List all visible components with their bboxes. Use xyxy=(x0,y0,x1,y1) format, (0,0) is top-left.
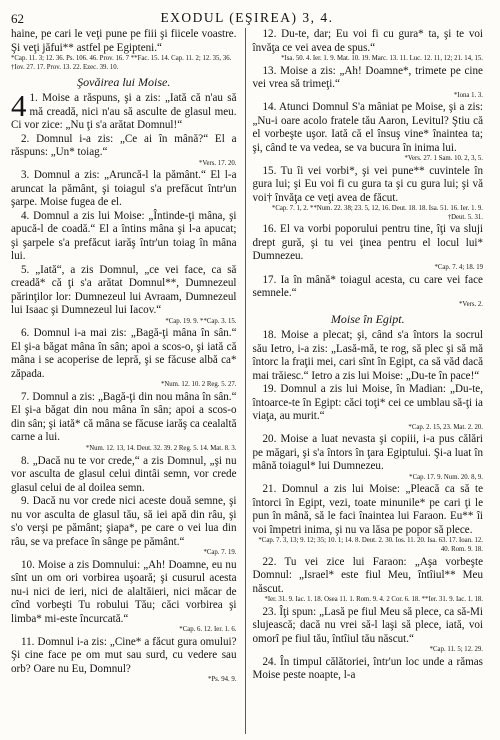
chapter-number: 4 xyxy=(11,88,27,124)
verse-paragraph: 1. Moise a răspuns, şi a zis: „Iată că n'au să mă creadă, nici n'au să asculte de glasul meu. Ci vor zice: „Nu ţi s'a arătat Domnul!“ xyxy=(11,92,237,132)
cross-reference: *Ps. 94. 9. xyxy=(207,676,237,684)
verse-paragraph: 10. Moise a zis Domnului: „Ah! Doamne, eu nu sînt un om ori vorbirea uşoară; şi cusurul acesta nu-i nici de ieri, nici de alaltăieri, nici măcar de cînd vorbeşti Tu robului Tău; căci vorbirea şi limba* mi-este încurcată.“ xyxy=(11,558,237,625)
verse-paragraph: 8. „Dacă nu te vor crede,“ a zis Domnul, „şi nu vor asculta de glasul celui dintâi semn, vor crede glasul celui de al doilea semn. xyxy=(11,454,237,494)
cross-reference: *Cap. 11. 3; 12. 36. Ps. 106. 46. Prov. 16. 7 **Fac. 15. 14. Cap. 11. 2; 12. 35, 36. †Iov. 27. 17. Prov. 13. 22. Ezec. 39. 10. xyxy=(11,55,232,71)
verse-paragraph: 18. Moise a plecat; şi, când s'a întors la socrul său Ietro, i-a zis: „Lasă-mă, te rog, să plec şi să mă întorc la fraţii mei, cari sînt în Egipt, ca să văd dacă mai trăiesc.“ Ietro a zis lui Moise: „Du-te în pace!“ xyxy=(252,329,483,382)
verse-paragraph: 3. Domnul a zis: „Aruncă-l la pământ.“ El l-a aruncat la pământ, şi toiagul s'a prefăcut într'un şarpe. Moise fugea de el. xyxy=(11,169,237,209)
verse-paragraph: 13. Moise a zis: „Ah! Doamne*, trimete pe cine vei vrea să trimeţi.“ xyxy=(252,64,483,91)
cross-reference: *Cap. 6. 12. Ier. 1. 6. xyxy=(179,626,237,634)
verse-paragraph: 16. El va vorbi poporului pentru tine, îţi va sluji drept gură, şi tu vei ţinea pentru el locul lui* Dumnezeu. xyxy=(252,223,483,263)
page-header xyxy=(11,6,483,26)
cross-reference: *Cap. 17. 9. Num. 20. 8, 9. xyxy=(409,473,483,481)
cross-reference: *Cap. 11. 5; 12. 29. xyxy=(429,646,483,654)
verse-paragraph: 14. Atunci Domnul S'a mâniat pe Moise, şi a zis: „Nu-i oare acolo fratele tău Aaron, Levitul? Ştiu că el vorbeşte uşor. Iată că el însuş vine* înaintea ta; şi, când te va vedea, se va bucura în inima lui. xyxy=(252,101,483,154)
cross-reference: *Vers. 27. 1 Sam. 10. 2, 3, 5. xyxy=(404,155,483,163)
chapter-start xyxy=(11,88,237,133)
verse-paragraph: 7. Domnul a zis: „Bagă-ţi din nou mâna în sân.“ El şi-a băgat din nou mâna în sân; apoi a scos-o din sân; şi iată* că mâna se făcuse iarăş ca cealaltă carne a lui. xyxy=(11,390,237,444)
verse-paragraph: 22. Tu vei zice lui Faraon: „Aşa vorbeşte Domnul: „Israel* este fiul Meu, întîiul** Meu născut. xyxy=(252,555,483,595)
verse-paragraph: haine, pe cari le veţi pune pe fiii şi fiicele voastre. Şi veţi jăfui** astfel pe Egipteni.“ xyxy=(11,28,237,54)
cross-reference: *Ier. 31. 9. Iac. 1. 18. Osea 11. 1. Rom. 9. 4. 2 Cor. 6. 18. **Ier. 31. 9. Iac. 1. 18. xyxy=(264,596,483,604)
verse-paragraph: 9. Dacă nu vor crede nici aceste două semne, şi nu vor asculta de glasul tău, să iei apă din râu, şi s'o verşi pe pământ; şiapa*, pe care o vei lua din râu, se va preface în sânge pe pământ.“ xyxy=(11,495,237,548)
cross-reference: *Cap. 7. 4; 18. 19 xyxy=(434,263,483,271)
verse-paragraph: 20. Moise a luat nevasta şi copiii, i-a pus călări pe măgari, şi s'a întors în ţara Egiptului. Şi-a luat în mână toiagul* lui Dumnezeu. xyxy=(252,433,483,473)
cross-reference: *Cap. 7. 19. xyxy=(203,549,237,557)
page-title: EXODUL (EŞIREA) 3, 4. xyxy=(160,10,334,25)
verse-paragraph: 6. Domnul i-a mai zis: „Bagă-ţi mâna în sân.“ El şi-a băgat mâna în sân; apoi a scos-o, şi iată că mâna i se acoperise de lepră, şi se făcuse albă ca* zăpada. xyxy=(11,327,237,380)
cross-reference: *Num. 12. 13, 14. Deut. 32. 39. 2 Reg. 5. 14. Mat. 8. 3. xyxy=(85,444,237,452)
verse-paragraph: 21. Domnul a zis lui Moise: „Pleacă ca să te întorci în Egipt, vezi, toate minunile* pe cari ţi le pun în mână, să le faci înaintea lui Faraon. Eu** îi voi împetri inima, şi nu va lăsa pe popor să plece. xyxy=(252,483,483,536)
verse-paragraph: 4. Domnul a zis lui Moise: „Întinde-ţi mâna, şi apucă-l de coadă.“ El a întins mâna şi l-a apucat; şi şarpele s'a prefăcut iarăş într'un toiag în mâna lui. xyxy=(11,209,237,263)
section-heading: Moise în Egipt. xyxy=(330,312,405,327)
cross-reference: *Isa. 50. 4. Ier. 1. 9. Mat. 10. 19. Marc. 13. 11. Luc. 12. 11, 12; 21. 14, 15. xyxy=(281,55,483,62)
page-number: 62 xyxy=(11,11,24,26)
verse-paragraph: 5. „Iată“, a zis Domnul, „ce vei face, ca să creadă* că ţi s'a arătat Domnul**, Dumnezeul părinţilor lor: Dumnezeul lui Avraam, Dumnezeul lui Isaac şi Dumnezeul lui Iacov.“ xyxy=(11,263,237,317)
verse-paragraph: 15. Tu îi vei vorbi*, şi vei pune** cuvintele în gura lui; şi Eu voi fi cu gura ta şi cu gura lui; şi vă voi† învăţa ce veţi avea de făcut. xyxy=(252,164,483,204)
right-column xyxy=(253,28,484,734)
verse-paragraph: 2. Domnul i-a zis: „Ce ai în mână?“ El a răspuns: „Un* toiag.“ xyxy=(11,132,237,159)
cross-reference: *Iona 1. 3. xyxy=(453,91,483,99)
left-column xyxy=(11,28,241,734)
cross-reference: *Cap. 7. 1, 2. **Num. 22. 38; 23. 5, 12, 16. Deut. 18. 18. Isa. 51. 16. Ier. 1. 9. †Deut. 5. 31. xyxy=(271,205,483,221)
cross-reference: *Vers. 2. xyxy=(459,300,483,308)
verse-paragraph: 24. În timpul călătoriei, într'un loc unde a rămas Moise peste noapte, l-a xyxy=(252,655,483,682)
cross-reference: *Num. 12. 10. 2 Reg. 5. 27. xyxy=(160,381,237,389)
verse-paragraph: 19. Domnul a zis lui Moise, în Madian: „Du-te, întoarce-te în Egipt: căci toţi* cei ce umblau să-ţi ia viaţa, au murit.“ xyxy=(252,383,483,423)
cross-reference: *Cap. 7. 3, 13; 9. 12; 35; 10. 1; 14. 8. Deut. 2. 30. Ios. 11. 20. Isa. 63. 17. Ioan. 12. 40. Rom. 9. 18. xyxy=(258,537,483,553)
verse-paragraph: 12. Du-te, dar; Eu voi fi cu gura* ta, şi te voi învăţa ce vei avea de spus.“ xyxy=(252,28,483,54)
column-divider xyxy=(245,28,246,734)
verse-paragraph: 11. Domnul i-a zis: „Cine* a făcut gura omului? Şi cine face pe om mut sau surd, cu vedere sau orb? Oare nu Eu, Domnul? xyxy=(11,635,237,675)
cross-reference: *Cap. 19. 9. **Cap. 3. 15. xyxy=(165,317,237,325)
cross-reference: *Cap. 2. 15, 23. Mat. 2. 20. xyxy=(408,423,483,431)
verse-paragraph: 23. Îţi spun: „Lasă pe fiul Meu să plece, ca să-Mi slujească; dacă nu vrei să-l laşi să plece, iată, voi omorî pe fiul tău, întîiul tău născut.“ xyxy=(252,605,483,645)
cross-reference: *Vers. 17. 20. xyxy=(198,159,237,167)
section-heading: Şovăirea lui Moise. xyxy=(77,75,171,90)
verse-paragraph: 17. Ia în mână* toiagul acesta, cu care vei face semnele.“ xyxy=(252,273,483,300)
text-columns xyxy=(11,28,483,734)
